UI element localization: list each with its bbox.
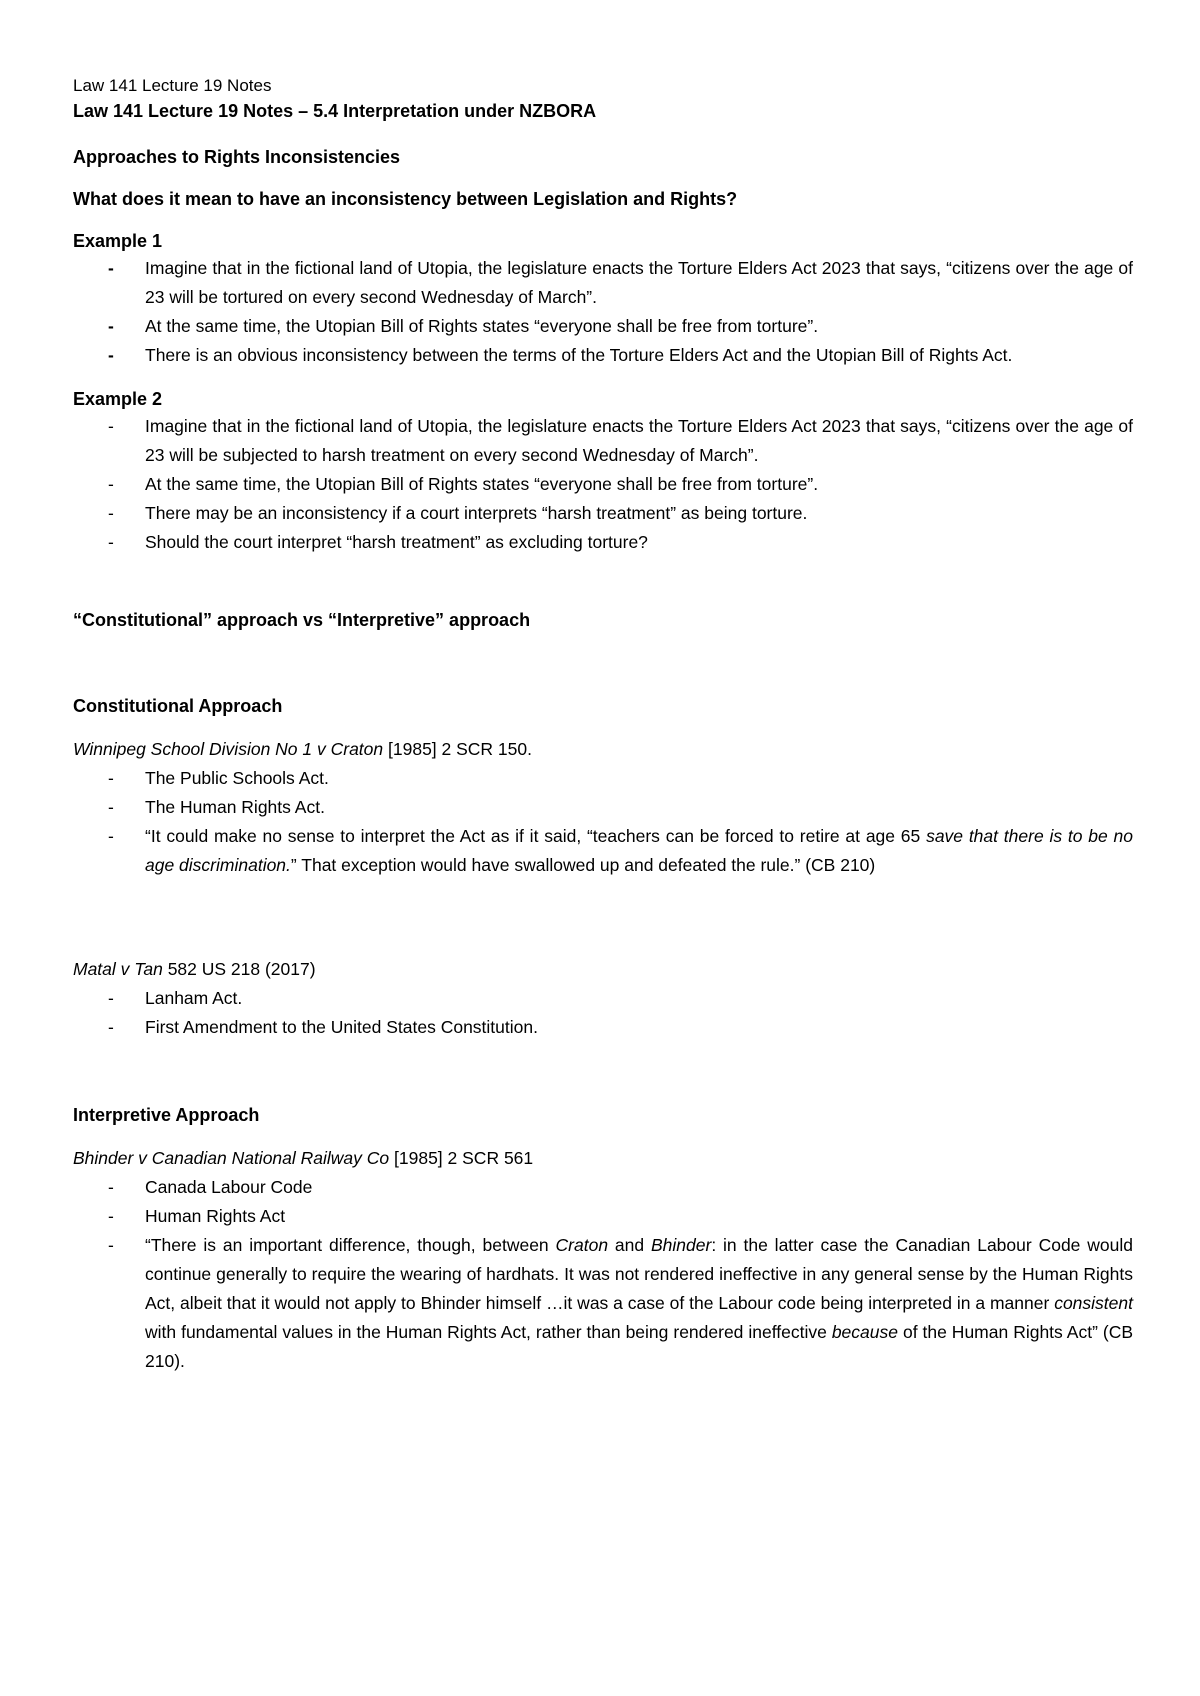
quote-text: “There is an important difference, though, between <box>145 1235 556 1255</box>
list-item-text: First Amendment to the United States Constitution. <box>145 1017 538 1037</box>
list-item-text: There is an obvious inconsistency between the terms of the Torture Elders Act and the Utopian Bill of Rights Act. <box>145 345 1013 365</box>
list-item <box>73 1231 1133 1376</box>
dash-bullet: - <box>108 474 114 494</box>
dash-bullet: - <box>108 1206 114 1226</box>
example2-heading: Example 2 <box>73 389 163 409</box>
dash-bullet: - <box>108 416 114 436</box>
list-item <box>73 470 1133 499</box>
list-item-text: Imagine that in the fictional land of Utopia, the legislature enacts the Torture Elders Act 2023 that says, “citizens over the age of 23 will be subjected to harsh treatment on every second Wednesday of March”. <box>145 416 1133 465</box>
list-item-text: The Public Schools Act. <box>145 768 329 788</box>
list-item <box>73 1173 1133 1202</box>
craton-quote <box>145 826 1133 875</box>
constitutional-heading: Constitutional Approach <box>73 696 283 716</box>
list-item-text: The Human Rights Act. <box>145 797 325 817</box>
list-item-text: Imagine that in the fictional land of Utopia, the legislature enacts the Torture Elders Act 2023 that says, “citizens over the age of 23 will be tortured on every second Wednesday of March”. <box>145 258 1133 307</box>
quote-emphasis: because <box>831 1322 898 1342</box>
document-page <box>73 74 1133 1376</box>
dash-bullet: - <box>108 1017 114 1037</box>
interpretive-heading: Interpretive Approach <box>73 1105 260 1125</box>
quote-text: “It could make no sense to interpret the Act as if it said, “teachers can be forced to retire at age 65 <box>145 826 927 846</box>
list-item <box>73 793 1133 822</box>
list-item-text: Should the court interpret “harsh treatment” as excluding torture? <box>145 532 648 552</box>
list-item-text: Lanham Act. <box>145 988 243 1008</box>
case-citation-craton <box>73 735 1133 764</box>
matal-list <box>73 984 1133 1042</box>
bhinder-quote <box>145 1235 1133 1371</box>
list-item <box>73 312 1133 341</box>
dash-bullet: - <box>108 503 114 523</box>
quote-emphasis: consistent <box>1054 1293 1133 1313</box>
list-item <box>73 341 1133 370</box>
list-item-text: Human Rights Act <box>145 1206 286 1226</box>
dash-bullet: - <box>108 316 114 336</box>
list-item <box>73 822 1133 880</box>
list-item <box>73 1202 1133 1231</box>
page-header: Law 141 Lecture 19 Notes <box>73 76 272 95</box>
case-name: Winnipeg School Division No 1 v Craton <box>73 739 384 759</box>
list-item <box>73 499 1133 528</box>
quote-text: with fundamental values in the Human Rights Act, rather than being rendered ineffective <box>145 1322 832 1342</box>
case-citation: [1985] 2 SCR 561 <box>389 1148 534 1168</box>
list-item-text: There may be an inconsistency if a court interprets “harsh treatment” as being torture. <box>145 503 808 523</box>
list-item <box>73 412 1133 470</box>
quote-emphasis: Craton <box>555 1235 609 1255</box>
dash-bullet: - <box>108 258 114 278</box>
case-citation-matal <box>73 955 1133 984</box>
document-title: Law 141 Lecture 19 Notes – 5.4 Interpretation under NZBORA <box>73 101 597 121</box>
quote-emphasis: save that there is to be no age discrimination. <box>145 826 1133 875</box>
bhinder-list <box>73 1173 1133 1376</box>
list-item <box>73 254 1133 312</box>
dash-bullet: - <box>108 1177 114 1197</box>
quote-emphasis: Bhinder <box>650 1235 712 1255</box>
example1-heading: Example 1 <box>73 231 163 251</box>
example2-list <box>73 412 1133 557</box>
dash-bullet: - <box>108 532 114 552</box>
section-heading-approaches: Approaches to Rights Inconsistencies <box>73 147 401 167</box>
approaches-heading: “Constitutional” approach vs “Interpretive” approach <box>73 610 531 630</box>
list-item <box>73 764 1133 793</box>
dash-bullet: - <box>108 1235 114 1255</box>
quote-text: : in the latter case the Canadian Labour Code would continue generally to require the wearing of hardhats. It was not rendered ineffective in any general sense by the Human Rights Act, albeit that it would not apply to Bhinder himself …it was a case of the Labour code being interpreted in a manner <box>145 1235 1133 1313</box>
case-citation: 582 US 218 (2017) <box>162 959 316 979</box>
case-name: Bhinder v Canadian National Railway Co <box>73 1148 390 1168</box>
quote-text: ” That exception would have swallowed up and defeated the rule.” (CB 210) <box>290 855 876 875</box>
dash-bullet: - <box>108 988 114 1008</box>
dash-bullet: - <box>108 826 114 846</box>
list-item-text: At the same time, the Utopian Bill of Rights states “everyone shall be free from torture”. <box>145 316 819 336</box>
quote-text: and <box>608 1235 651 1255</box>
case-name: Matal v Tan <box>73 959 163 979</box>
dash-bullet: - <box>108 797 114 817</box>
list-item <box>73 984 1133 1013</box>
case-citation-bhinder <box>73 1144 1133 1173</box>
list-item <box>73 528 1133 557</box>
list-item <box>73 1013 1133 1042</box>
list-item-text: Canada Labour Code <box>145 1177 313 1197</box>
section-question: What does it mean to have an inconsistency between Legislation and Rights? <box>73 189 738 209</box>
dash-bullet: - <box>108 345 114 365</box>
craton-list <box>73 764 1133 880</box>
case-citation: [1985] 2 SCR 150. <box>383 739 532 759</box>
list-item-text: At the same time, the Utopian Bill of Rights states “everyone shall be free from torture”. <box>145 474 819 494</box>
example1-list <box>73 254 1133 370</box>
dash-bullet: - <box>108 768 114 788</box>
quote-text: of the Human Rights Act” (CB 210). <box>145 1322 1134 1371</box>
